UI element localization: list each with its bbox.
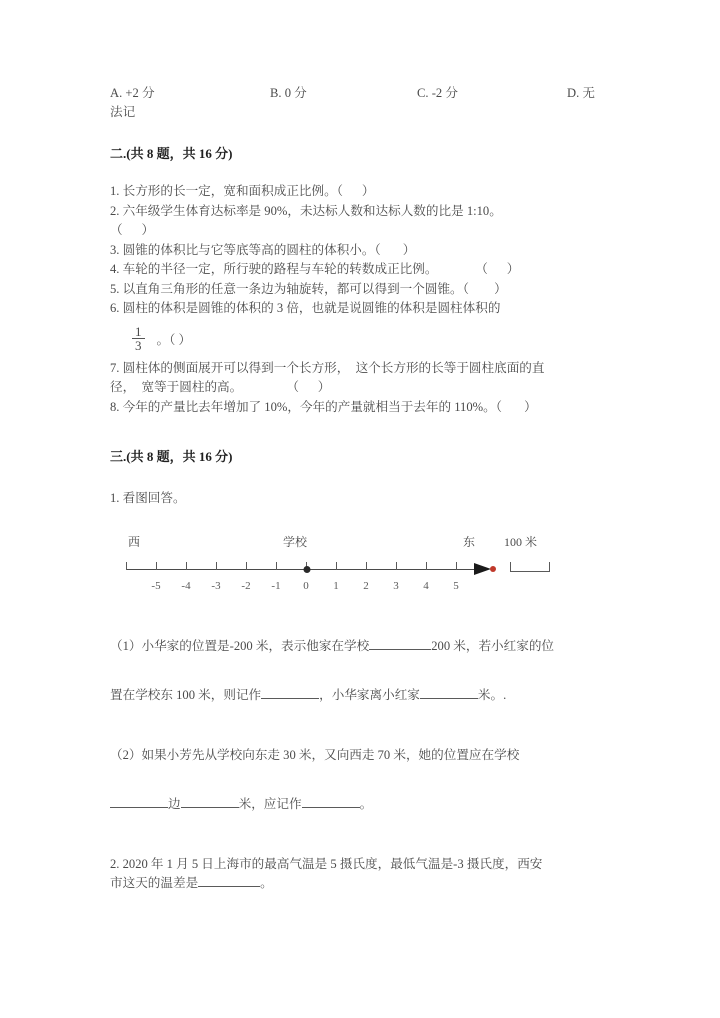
choice-option-b[interactable]: B. 0 分 — [270, 86, 307, 100]
question-1-sub-2-line-1: （2）如果小芳先从学校向东走 30 米，又向西走 70 米，她的位置应在学校 — [110, 747, 520, 762]
tf-item-2-wrap: （ ） — [110, 223, 155, 237]
tick--3 — [216, 562, 217, 570]
sub2-text-b: 米，应记作 — [238, 797, 302, 812]
tick-5 — [456, 562, 457, 570]
tick-label-5: 5 — [453, 579, 459, 592]
question-1-sub-1-line-2 — [110, 686, 610, 706]
sub1-text-c: 置在学校东 100 米，则记作 — [110, 688, 262, 703]
sub1-text-d: ，小华家离小红家 — [319, 688, 420, 703]
tick--1 — [276, 562, 277, 570]
tf-item-6: 6. 圆柱的体积是圆锥的体积的 3 倍，也就是说圆锥的体积是圆柱体积的 — [110, 301, 501, 315]
answer-blank-6[interactable] — [302, 807, 360, 808]
scale-bar-bracket — [510, 562, 550, 572]
section-three-heading: 三.(共 8 题，共 16 分) — [110, 449, 233, 465]
label-scale: 100 米 — [504, 534, 538, 549]
tick-label-4: 4 — [423, 579, 429, 592]
tick-label-2: 2 — [363, 579, 369, 592]
tick-label-1: 1 — [333, 579, 339, 592]
label-school: 学校 — [283, 534, 308, 549]
tf-item-2: 2. 六年级学生体育达标率是 90%，未达标人数和达标人数的比是 1:10。 — [110, 203, 502, 218]
question-1-sub-2-line-2 — [110, 795, 610, 815]
choice-option-d-wrapped-text: 法记 — [110, 105, 136, 119]
tf-item-7-wrap: 径， 宽等于圆柱的高。 （ ） — [110, 380, 331, 395]
choices-row — [110, 82, 610, 120]
tick-label--1: -1 — [271, 579, 281, 592]
choice-option-a[interactable]: A. +2 分 — [110, 86, 155, 100]
sub1-text-a: （1）小华家的位置是-200 米，表示他家在学校 — [110, 638, 370, 653]
school-position-marker — [303, 566, 310, 573]
section-two-heading: 二.(共 8 题，共 16 分) — [110, 146, 233, 161]
tick--5 — [156, 562, 157, 570]
sub2-text-a: 边 — [168, 797, 181, 812]
question-1-sub-1-line-1 — [110, 637, 610, 657]
sub2-text-c: 。 — [359, 797, 373, 812]
tick-1 — [336, 562, 337, 570]
tick-label--5: -5 — [151, 579, 161, 592]
answer-blank-4[interactable] — [110, 807, 168, 808]
fraction-one-third — [132, 325, 145, 353]
answer-blank-1[interactable] — [369, 649, 431, 650]
tick-label-3: 3 — [393, 579, 399, 592]
q2-text-a: 市这天的温差是 — [110, 876, 199, 891]
question-2-line-2 — [110, 874, 610, 894]
fraction-one-third-row — [110, 325, 610, 353]
tick-3 — [396, 562, 397, 570]
fraction-denominator: 3 — [132, 338, 145, 353]
answer-blank-2[interactable] — [261, 698, 319, 699]
number-line-diagram — [118, 525, 578, 617]
tick--4 — [186, 562, 187, 570]
tf-item-5: 5. 以直角三角形的任意一条边为轴旋转，都可以得到一个圆锥。（ ） — [110, 281, 507, 296]
answer-blank-3[interactable] — [420, 698, 478, 699]
tf-item-1: 1. 长方形的长一定，宽和面积成正比例。（ ） — [110, 184, 375, 198]
q2-text-b: 。 — [260, 876, 273, 891]
tick-label--4: -4 — [181, 579, 191, 592]
axis-left-cap — [126, 562, 127, 570]
choice-option-d[interactable]: D. 无 — [567, 86, 595, 100]
tick--2 — [246, 562, 247, 570]
tf-item-7: 7. 圆柱体的侧面展开可以得到一个长方形， 这个长方形的长等于圆柱底面的直 — [110, 360, 545, 375]
question-1-stem: 1. 看图回答。 — [110, 491, 186, 506]
answer-blank-7[interactable] — [198, 886, 260, 887]
page-content — [110, 82, 610, 894]
fraction-trailing-text: 。（ ） — [156, 333, 192, 348]
tf-item-3: 3. 圆锥的体积比与它等底等高的圆柱的体积小。（ ） — [110, 242, 416, 257]
tick-label-0: 0 — [303, 579, 309, 592]
section-two-items — [110, 182, 610, 417]
tick-label--3: -3 — [211, 579, 221, 592]
tick-2 — [366, 562, 367, 570]
choice-option-c[interactable]: C. -2 分 — [417, 86, 458, 100]
tick-label--2: -2 — [241, 579, 251, 592]
axis-arrow-tip-dot — [490, 566, 496, 572]
axis-arrow-head-icon — [474, 563, 491, 575]
question-2-line-1: 2. 2020 年 1 月 5 日上海市的最高气温是 5 摄氏度，最低气温是-3 摄氏度，西安 — [110, 856, 543, 871]
label-west: 西 — [128, 534, 141, 549]
label-east: 东 — [463, 534, 476, 549]
answer-blank-5[interactable] — [181, 807, 239, 808]
sub1-text-b: 200 米，若小红家的位 — [431, 638, 555, 653]
tf-item-8: 8. 今年的产量比去年增加了 10%，今年的产量就相当于去年的 110%。（ ） — [110, 399, 537, 414]
fraction-numerator: 1 — [135, 323, 142, 339]
sub1-text-e: 米。. — [477, 688, 507, 703]
tick-4 — [426, 562, 427, 570]
tf-item-4: 4. 车轮的半径一定，所行驶的路程与车轮的转数成正比例。 （ ） — [110, 262, 520, 276]
